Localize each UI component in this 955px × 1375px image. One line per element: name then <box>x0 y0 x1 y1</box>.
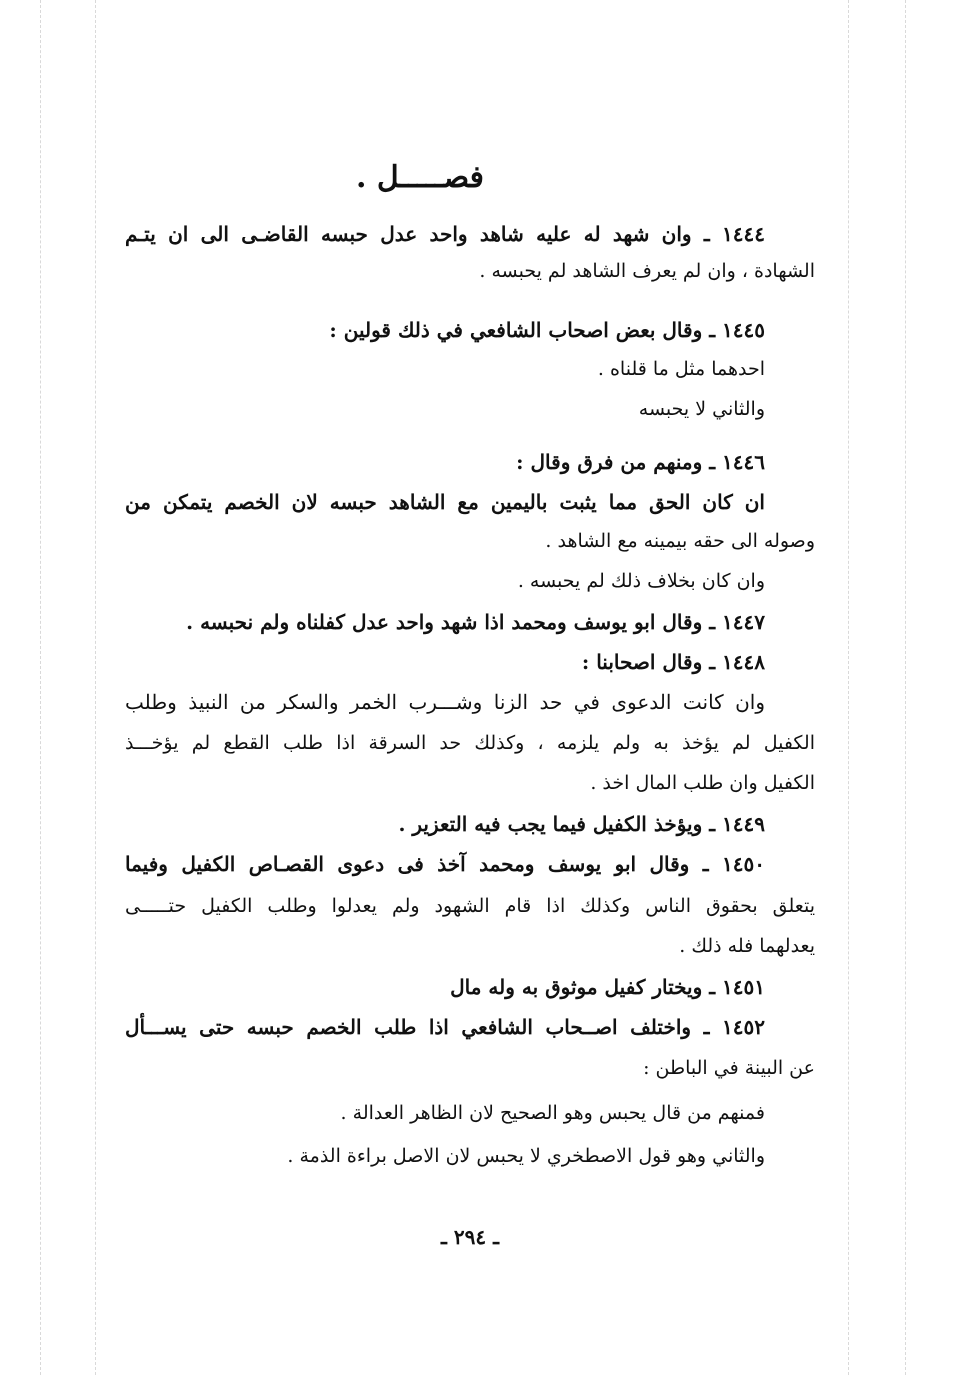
paragraph-1446-line-1: ١٤٤٦ ـ ومنهم من فرق وقال : <box>516 450 765 474</box>
paragraph-1444-line-1: ١٤٤٤ ـ وان شهد له عليه شاهد واحد عدل حبسه القاضـى الى ان يتـم <box>125 222 765 246</box>
paragraph-1452-line-1: ١٤٥٢ ـ واختلف اصــحاب الشافعي اذا طلب الخصم حبسه حتى يســـأل <box>125 1015 765 1039</box>
paragraph-1452-line-2: عن البينة في الباطن : <box>643 1057 815 1079</box>
section-heading: فصـــــل . <box>356 160 484 195</box>
paragraph-1445-line-3: والثاني لا يحبسه <box>638 398 765 420</box>
scan-guide-line <box>848 0 849 1375</box>
paragraph-1444-line-2: الشهادة ، وان لم يعرف الشاهد لم يحبسه . <box>479 260 815 282</box>
paragraph-1449-line-1: ١٤٤٩ ـ ويؤخذ الكفيل فيما يجب فيه التعزير . <box>398 812 765 836</box>
paragraph-1448-line-2: وان كانت الدعوى في حد الزنا وشـــرب الخمر والسكر من النبيذ وطلب <box>125 690 765 714</box>
paragraph-1448-line-4: الكفيل وان طلب المال اخذ . <box>590 772 815 794</box>
paragraph-1450-line-3: يعدلهما فله ذلك . <box>679 935 815 957</box>
paragraph-1450-line-2: يتعلق بحقوق الناس وكذلك اذا قام الشهود ولم يعدلوا وطلب الكفيل حتـــــى <box>125 895 815 917</box>
paragraph-1451-line-1: ١٤٥١ ـ ويختار كفيل موثوق به وله مال <box>450 975 765 999</box>
paragraph-1446-line-4: وان كان بخلاف ذلك لم يحبسه . <box>517 570 765 592</box>
paragraph-1452-line-3: فمنهم من قال يحبس وهو الصحيح لان الظاهر العدالة . <box>340 1102 765 1124</box>
scan-guide-line <box>40 0 41 1375</box>
paragraph-1450-line-1: ١٤٥٠ ـ وقال ابو يوسف ومحمد آخذ فى دعوى القصـاص الكفيل وفيما <box>125 852 765 876</box>
paragraph-1452-line-4: والثاني وهو قول الاصطخري لا يحبس لان الاصل براءة الذمة . <box>287 1145 765 1167</box>
paragraph-1445-line-2: احدهما مثل ما قلناه . <box>597 358 765 380</box>
paragraph-1448-line-3: الكفيل لم يؤخذ به ولم يلزمه ، وكذلك حد السرقة اذا طلب القطع لم يؤخـــذ <box>125 732 815 754</box>
paragraph-1445-line-1: ١٤٤٥ ـ وقال بعض اصحاب الشافعي في ذلك قولين : <box>329 318 765 342</box>
paragraph-1448-line-1: ١٤٤٨ ـ وقال اصحابنا : <box>581 650 765 674</box>
paragraph-1446-line-3: وصوله الى حقه بيمينه مع الشاهد . <box>545 530 815 552</box>
paragraph-1446-line-2: ان كان الحق مما يثبت باليمين مع الشاهد حبسه لان الخصم يتمكن من <box>125 490 765 514</box>
scan-guide-line <box>905 0 906 1375</box>
page-number: ـ ٢٩٤ ـ <box>441 1225 499 1249</box>
paragraph-1447-line-1: ١٤٤٧ ـ وقال ابو يوسف ومحمد اذا شهد واحد عدل كفلناه ولم نحبسه . <box>186 610 765 634</box>
scan-guide-line <box>95 0 96 1375</box>
